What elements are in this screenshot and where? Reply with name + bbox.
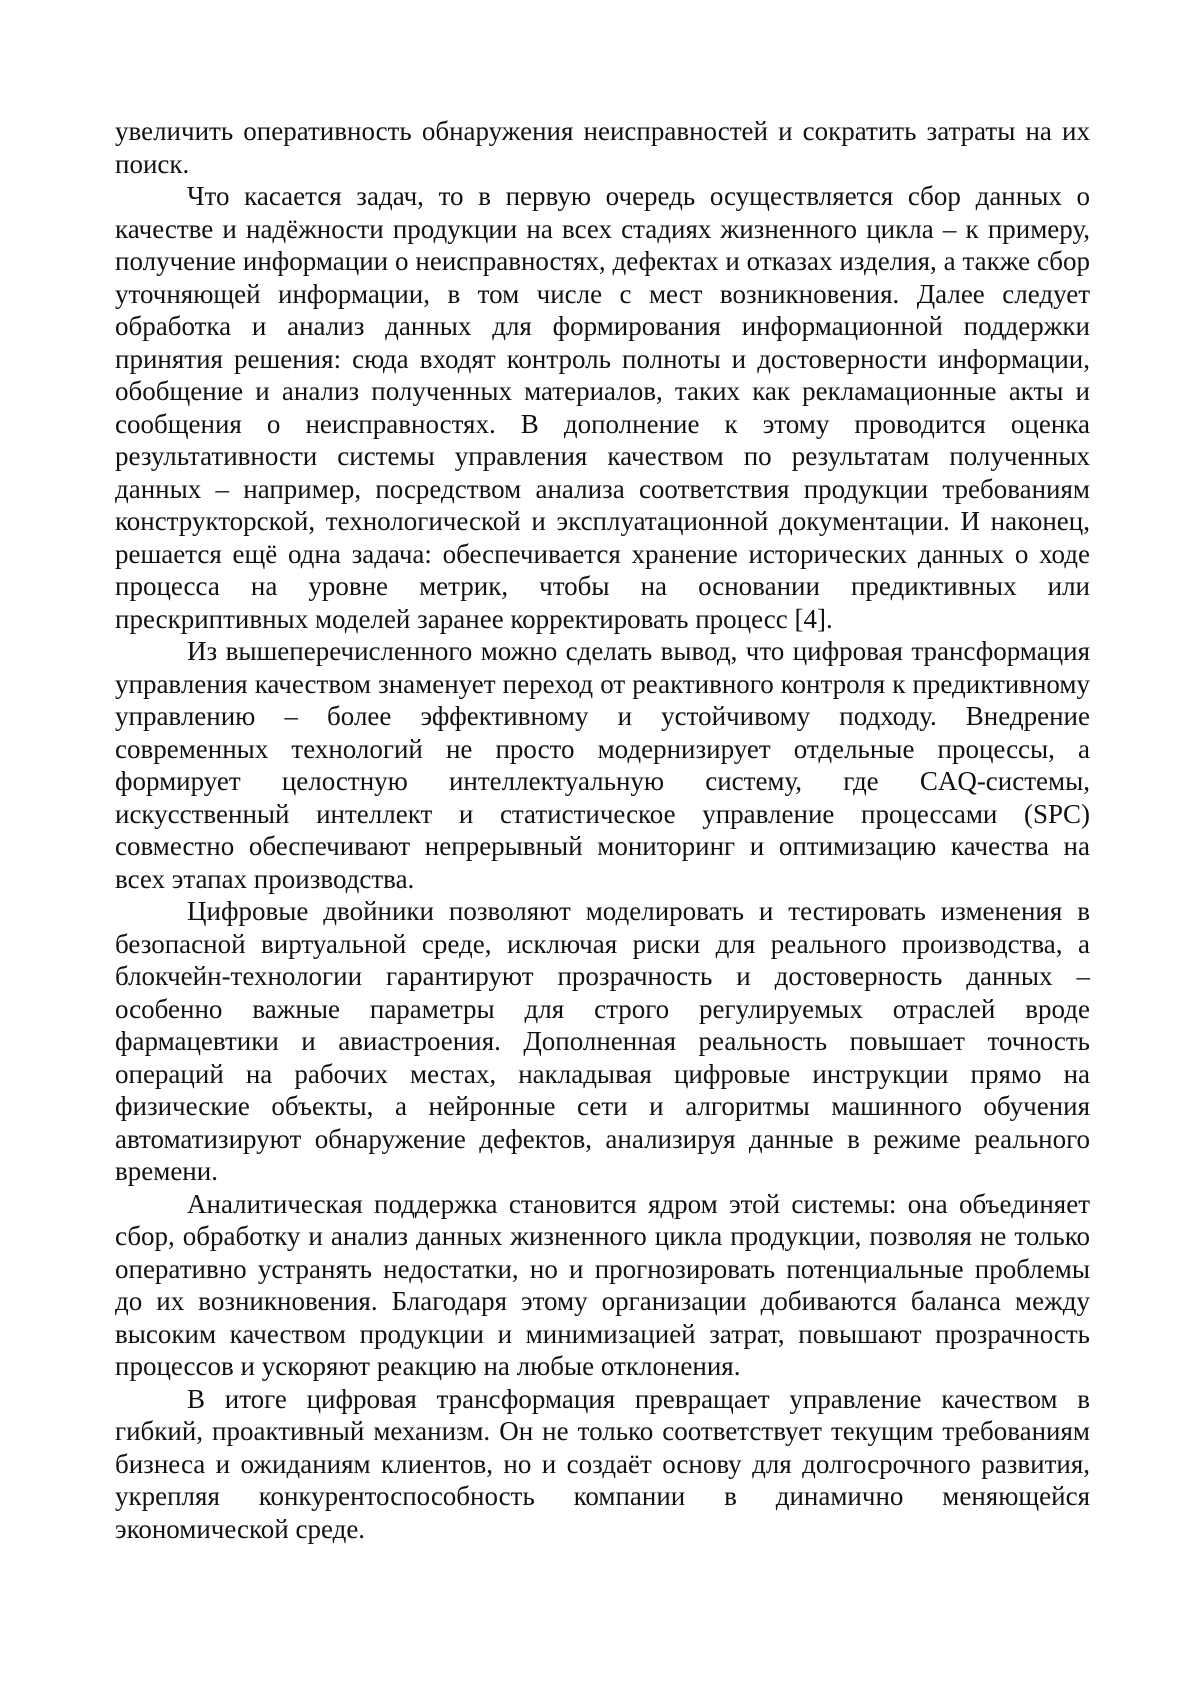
document-page xyxy=(115,115,1090,1545)
paragraph-digital-twins: Цифровые двойники позволяют моделировать и тестировать изменения в безопасной виртуальной среде, исключая риски для реального производства, а блокчейн-технологии гарантируют прозрачность и достоверность данных – особенно важные параметры для строго регулируемых отраслей вроде фармацевтики и авиастроения. Дополненная реальность повышает точность операций на рабочих местах, накладывая цифровые инструкции прямо на физические объекты, а нейронные сети и алгоритмы машинного обучения автоматизируют обнаружение дефектов, анализируя данные в режиме реального времени. xyxy=(115,896,1090,1186)
paragraph-tasks: Что касается задач, то в первую очередь осуществляется сбор данных о качестве и надёжности продукции на всех стадиях жизненного цикла – к примеру, получение информации о неисправностях, дефектах и отказах изделия, а также сбор уточняющей информации, в том числе с мест возникновения. Далее следует обработка и анализ данных для формирования информационной поддержки принятия решения: сюда входят контроль полноты и достоверности информации, обобщение и анализ полученных материалов, таких как рекламационные акты и сообщения о неисправностях. В дополнение к этому проводится оценка результативности системы управления качеством по результатам полученных данных – например, посредством анализа соответствия продукции требованиям конструкторской, технологической и эксплуатационной документации. И наконец, решается ещё одна задача: обеспечивается хранение исторических данных о ходе процесса на уровне метрик, чтобы на основании предиктивных или прескриптивных моделей заранее корректировать процесс [4]. xyxy=(115,181,1090,634)
paragraph-continuation: увеличить оперативность обнаружения неисправностей и сократить затраты на их поиск. xyxy=(115,116,1090,179)
paragraph-summary: В итоге цифровая трансформация превращает управление качеством в гибкий, проактивный механизм. Он не только соответствует текущим требованиям бизнеса и ожиданиям клиентов, но и создаёт основу для долгосрочного развития, укрепляя конкурентоспособность компании в динамично меняющейся экономической среде. xyxy=(115,1383,1090,1544)
paragraph-conclusion: Из вышеперечисленного можно сделать вывод, что цифровая трансформация управления качеством знаменует переход от реактивного контроля к предиктивному управлению – более эффективному и устойчивому подходу. Внедрение современных технологий не просто модернизирует отдельные процессы, а формирует целостную интеллектуальную систему, где CAQ-системы, искусственный интеллект и статистическое управление процессами (SPC) совместно обеспечивают непрерывный мониторинг и оптимизацию качества на всех этапах производства. xyxy=(115,636,1090,894)
paragraph-analytics: Аналитическая поддержка становится ядром этой системы: она объединяет сбор, обработку и анализ данных жизненного цикла продукции, позволяя не только оперативно устранять недостатки, но и прогнозировать потенциальные проблемы до их возникновения. Благодаря этому организации добиваются баланса между высоким качеством продукции и минимизацией затрат, повышают прозрачность процессов и ускоряют реакцию на любые отклонения. xyxy=(115,1188,1090,1381)
